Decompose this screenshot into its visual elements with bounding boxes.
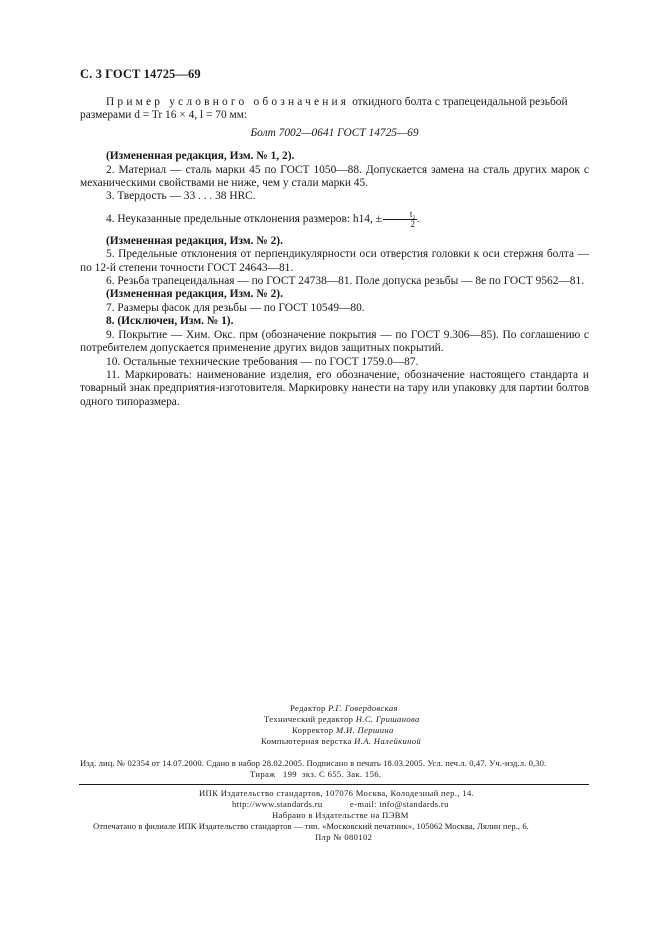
- item-4-text: 4. Неуказанные предельные отклонения размеров: h14, ±: [106, 212, 382, 225]
- example-intro-spaced: Пример условного обозначения: [106, 96, 350, 108]
- item-11-marking: 11. Маркировать: наименование изделия, его обозначение, обозначение настоящего стандарта и товарный знак предприятия-изготовителя. Маркировку нанести на тару или упаковку для партии болтов одного типоразмера.: [80, 368, 589, 408]
- item-4-tolerances: [80, 210, 589, 229]
- revision-note-1-2: (Измененная редакция, Изм. № 1, 2).: [106, 150, 295, 163]
- credit-tech-editor: [264, 714, 420, 724]
- credit-layout-label: Компьютерная верстка: [261, 736, 352, 746]
- fraction-numerator: t₂: [383, 210, 417, 220]
- example-designation: Болт 7002—0641 ГОСТ 14725—69: [250, 126, 419, 139]
- tolerance-fraction: [383, 210, 417, 229]
- item-9-coating: 9. Покрытие — Хим. Окс. прм (обозначение покрытия — по ГОСТ 9.306—85). По соглашению с потребителем допускается применение других видов защитных покрытий.: [80, 328, 589, 355]
- publisher-line-4: Отпечатано в филиале ИПК Издательство стандартов — тип. «Московский печатник», 105062 Москва, Лялин пер., 6.: [93, 821, 529, 831]
- item-5-perpendicularity: 5. Предельные отклонения от перпендикулярности оси отверстия головки к оси стержня болта — по 12-й степени точности ГОСТ 24643—81.: [80, 248, 589, 274]
- example-dimensions: размерами d = Tr 16 × 4, l = 70 мм:: [80, 109, 248, 122]
- imprint-line-1: Изд. лиц. № 02354 от 14.07.2000. Сдано в набор 28.02.2005. Подписано в печать 18.03.2005. Усл. печ.л. 0,47. Уч.-изд.л. 0,30.: [80, 758, 547, 768]
- credit-editor: [290, 703, 398, 713]
- credit-proofreader: [292, 725, 394, 735]
- example-intro-rest: откидного болта с трапецеидальной резьбой: [349, 96, 568, 108]
- publisher-line-3: Набрано в Издательстве на ПЭВМ: [272, 810, 409, 820]
- item-7-chamfers: 7. Размеры фасок для резьбы — по ГОСТ 10549—80.: [106, 301, 365, 314]
- footer-rule: [79, 784, 589, 785]
- fraction-denominator: 2: [410, 218, 415, 229]
- revision-note-2b: (Измененная редакция, Изм. № 2).: [106, 288, 283, 301]
- item-2-material: 2. Материал — сталь марки 45 по ГОСТ 1050—88. Допускается замена на сталь других марок с механическими свойствами не ниже, чем у стали марки 45.: [80, 163, 589, 190]
- item-4-end: .: [416, 212, 420, 225]
- credit-editor-label: Редактор: [290, 703, 326, 713]
- credit-tech-name: Н.С. Гришанова: [355, 714, 420, 724]
- item-8-excluded: 8. (Исключен, Изм. № 1).: [106, 315, 234, 328]
- item-6-thread: 6. Резьба трапецеидальная — по ГОСТ 24738—81. Поле допуска резьбы — 8е по ГОСТ 9562—81.: [106, 275, 585, 288]
- page-header: С. 3 ГОСТ 14725—69: [80, 67, 201, 81]
- imprint-line-2: Тираж 199 экз. С 655. Зак. 156.: [250, 769, 382, 779]
- credit-proof-name: М.И. Першина: [335, 725, 394, 735]
- example-intro: [80, 96, 589, 109]
- credit-tech-label: Технический редактор: [264, 714, 354, 724]
- revision-note-2a: (Измененная редакция, Изм. № 2).: [106, 234, 283, 247]
- publisher-line-5: Плр № 080102: [315, 832, 373, 842]
- credit-editor-name: Р.Г. Говердовская: [328, 703, 398, 713]
- credit-proof-label: Корректор: [292, 725, 334, 735]
- credit-layout-name: И.А. Налейкиной: [354, 736, 422, 746]
- body-text: [80, 96, 589, 409]
- item-3-hardness: 3. Твердость — 33 . . . 38 HRC.: [106, 190, 256, 203]
- publisher-line-1: ИПК Издательство стандартов, 107076 Москва, Колодезный пер., 14.: [199, 788, 475, 798]
- item-10-requirements: 10. Остальные технические требования — по ГОСТ 1759.0—87.: [106, 355, 419, 368]
- credit-layout: [261, 736, 421, 746]
- publisher-line-2: http://www.standards.ru e-mail: info@standards.ru: [232, 799, 449, 809]
